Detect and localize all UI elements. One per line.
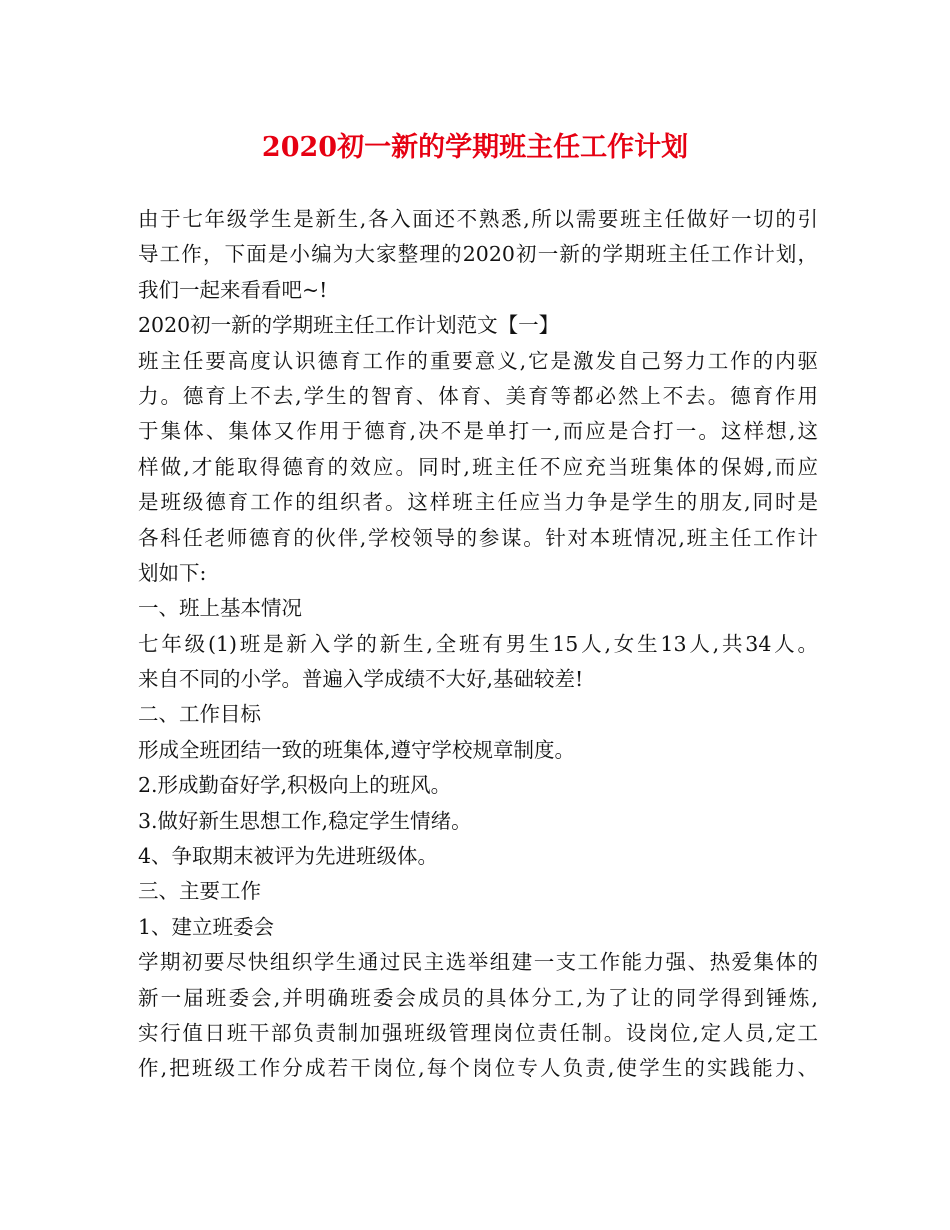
paragraph-line: 样做,才能取得德育的效应。同时,班主任不应充当班集体的保姆,而应 (138, 454, 818, 479)
document-body (138, 202, 818, 1087)
paragraph-line: 来自不同的小学。普遍入学成绩不大好,基础较差! (138, 667, 584, 692)
subsection-heading: 1、建立班委会 (138, 914, 275, 939)
paragraph-line: 划如下: (138, 560, 207, 585)
paragraph-line: 于集体、集体又作用于德育,决不是单打一,而应是合打一。这样想,这 (138, 419, 818, 444)
paragraph-line: 实行值日班干部负责制加强班级管理岗位责任制。设岗位,定人员,定工 (138, 1020, 818, 1045)
paragraph-line: 我们一起来看看吧~! (138, 277, 328, 302)
paragraph-line: 新一届班委会,并明确班委会成员的具体分工,为了让的同学得到锤炼, (138, 985, 818, 1010)
paragraph-line: 作,把班级工作分成若干岗位,每个岗位专人负责,使学生的实践能力、 (138, 1056, 818, 1081)
paragraph-line: 七年级(1)班是新入学的新生,全班有男生15人,女生13人,共34人。 (138, 631, 818, 656)
paragraph-line: 由于七年级学生是新生,各入面还不熟悉,所以需要班主任做好一切的引 (138, 207, 818, 231)
paragraph-line: 班主任要高度认识德育工作的重要意义,它是激发自己努力工作的内驱 (138, 348, 818, 373)
section-heading: 2020初一新的学期班主任工作计划范文【一】 (138, 313, 560, 338)
paragraph-line: 是班级德育工作的组织者。这样班主任应当力争是学生的朋友,同时是 (138, 490, 818, 515)
paragraph-line: 学期初要尽快组织学生通过民主选举组建一支工作能力强、热爱集体的 (138, 950, 818, 975)
section-heading: 三、主要工作 (138, 879, 261, 904)
section-heading: 二、工作目标 (138, 702, 261, 727)
list-item: 形成全班团结一致的班集体,遵守学校规章制度。 (138, 737, 576, 762)
list-item: 4、争取期末被评为先进班级体。 (138, 844, 439, 869)
paragraph-line: 各科任老师德育的伙伴,学校领导的参谋。针对本班情况,班主任工作计 (138, 525, 818, 550)
document-title: 2020初一新的学期班主任工作计划 (261, 132, 689, 163)
section-heading: 一、班上基本情况 (138, 596, 302, 621)
paragraph-line: 力。德育上不去,学生的智育、体育、美育等都必然上不去。德育作用 (138, 383, 818, 408)
list-item: 3.做好新生思想工作,稳定学生情绪。 (138, 808, 472, 833)
list-item: 2.形成勤奋好学,积极向上的班风。 (138, 773, 452, 798)
paragraph-line: 导工作，下面是小编为大家整理的2020初一新的学期班主任工作计划， (138, 242, 818, 267)
